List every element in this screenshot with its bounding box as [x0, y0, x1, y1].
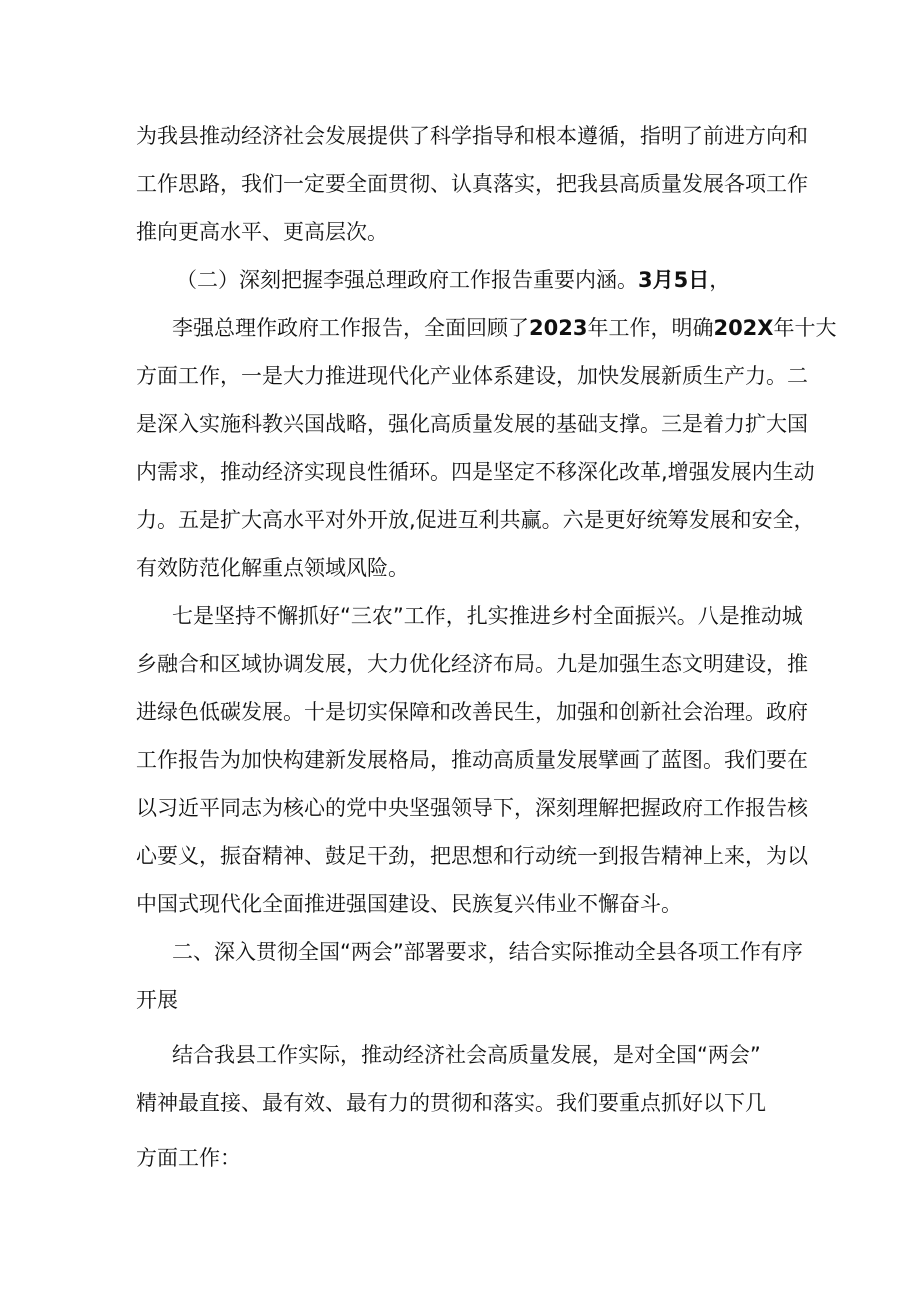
- para3-line-1: 七是坚持不懈抓好“三农”工作，扎实推进乡村全面振兴。八是推动城: [172, 604, 803, 628]
- para1-line-2: 工作思路，我们一定要全面贯彻、认真落实，把我县高质量发展各项工作: [136, 172, 808, 196]
- para2-line-1: 李强总理作政府工作报告，全面回顾了2023年工作，明确202X年十大: [172, 316, 837, 340]
- para1-line-1: 为我县推动经济社会发展提供了科学指导和根本遵循，指明了前进方向和: [136, 124, 808, 148]
- year-202x: 202X: [713, 316, 774, 340]
- para2-line-5: 力。五是扩大高水平对外开放,促进互利共赢。六是更好统筹发展和安全，: [136, 508, 815, 532]
- para3-line-6: 心要义，振奋精神、鼓足干劲，把思想和行动统一到报告精神上来，为以: [136, 844, 808, 868]
- subheading-text: （二）深刻把握李强总理政府工作报告重要内涵。: [176, 268, 638, 292]
- para3-line-4: 工作报告为加快构建新发展格局，推动高质量发展擘画了蓝图。我们要在: [136, 748, 808, 772]
- subheading-2: [176, 266, 730, 294]
- para1-line-3: 推向更高水平、更高层次。: [136, 220, 388, 244]
- year-2023: 2023: [529, 316, 588, 340]
- para3-line-2: 乡融合和区域协调发展，大力优化经济布局。九是加强生态文明建设，推: [136, 652, 808, 676]
- subheading-date: 3月5日: [638, 268, 710, 292]
- para3-line-7: 中国式现代化全面推进强国建设、民族复兴伟业不懈奋斗。: [136, 892, 682, 916]
- heading2-line-2: 开展: [136, 988, 178, 1012]
- para3-line-5: 以习近平同志为核心的党中央坚强领导下，深刻理解把握政府工作报告核: [136, 796, 808, 820]
- heading2-line-1: 二、深入贯彻全国“两会”部署要求，结合实际推动全县各项工作有序: [172, 940, 803, 964]
- para4-line-3: 方面工作：: [136, 1146, 241, 1170]
- subheading-tail: ，: [709, 268, 731, 292]
- para2-line-6: 有效防范化解重点领域风险。: [136, 556, 409, 580]
- para2-line-4: 内需求，推动经济实现良性循环。四是坚定不移深化改革,增强发展内生动: [136, 460, 815, 484]
- para2-line-2: 方面工作，一是大力推进现代化产业体系建设，加快发展新质生产力。二: [136, 364, 808, 388]
- para4-line-1: 结合我县工作实际，推动经济社会高质量发展，是对全国“两会”: [172, 1043, 761, 1067]
- para3-line-3: 进绿色低碳发展。十是切实保障和改善民生，加强和创新社会治理。政府: [136, 700, 808, 724]
- para4-line-2: 精神最直接、最有效、最有力的贯彻和落实。我们要重点抓好以下几: [136, 1091, 766, 1115]
- para2-line-3: 是深入实施科教兴国战略，强化高质量发展的基础支撑。三是着力扩大国: [136, 412, 808, 436]
